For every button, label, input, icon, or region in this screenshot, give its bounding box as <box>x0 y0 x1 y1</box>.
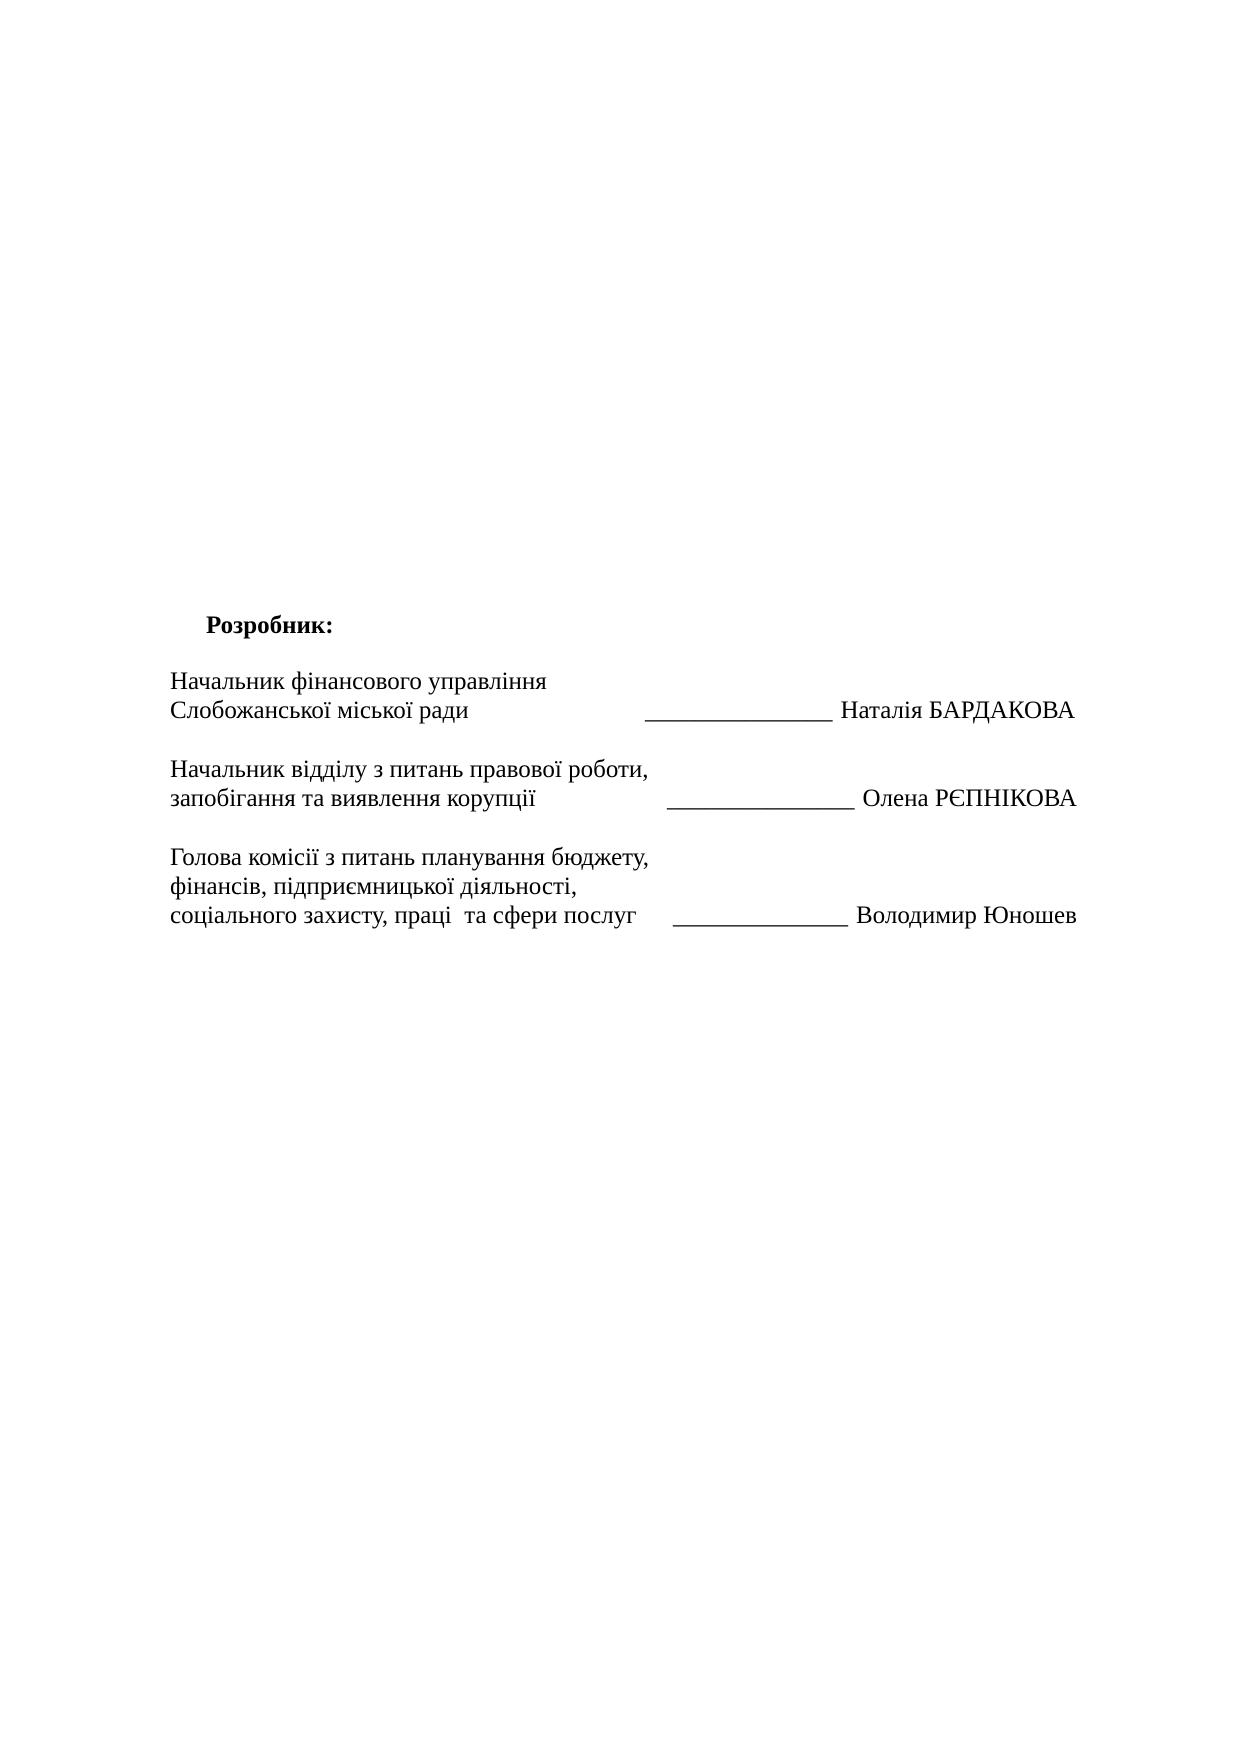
signer-title-line: Начальник відділу з питань правової роботи, <box>170 756 649 783</box>
signer-title-line: фінансів, підприємницької діяльності, <box>170 873 578 900</box>
signer-title-line: соціального захисту, праці та сфери послуг <box>170 902 637 929</box>
signer-title-line: Голова комісії з питань планування бюджету, <box>170 844 650 871</box>
signer-title-line: запобігання та виявлення корупції <box>170 785 536 812</box>
signer-name: Олена РЄПНІКОВА <box>862 785 1077 812</box>
signer-name: Володимир Юношев <box>856 902 1077 929</box>
signer-title-line: Начальник фінансового управління <box>170 668 547 695</box>
page-content <box>170 611 1150 960</box>
signature-line-row <box>667 784 1077 813</box>
signature-line-row <box>645 696 1075 725</box>
signature-blank-line: _______________ <box>667 785 855 812</box>
signer-title-line: Слобожанської міської ради <box>170 697 469 724</box>
signature-blank-line: ______________ <box>673 902 848 929</box>
section-heading: Розробник: <box>206 612 334 639</box>
signer-name: Наталія БАРДАКОВА <box>840 697 1076 724</box>
signature-blank-line: _______________ <box>645 697 833 724</box>
signature-block-commission-head <box>170 843 1150 930</box>
signature-block-legal-head <box>170 755 1150 813</box>
signature-line-row <box>673 901 1077 930</box>
signature-block-finance-head <box>170 667 1150 725</box>
